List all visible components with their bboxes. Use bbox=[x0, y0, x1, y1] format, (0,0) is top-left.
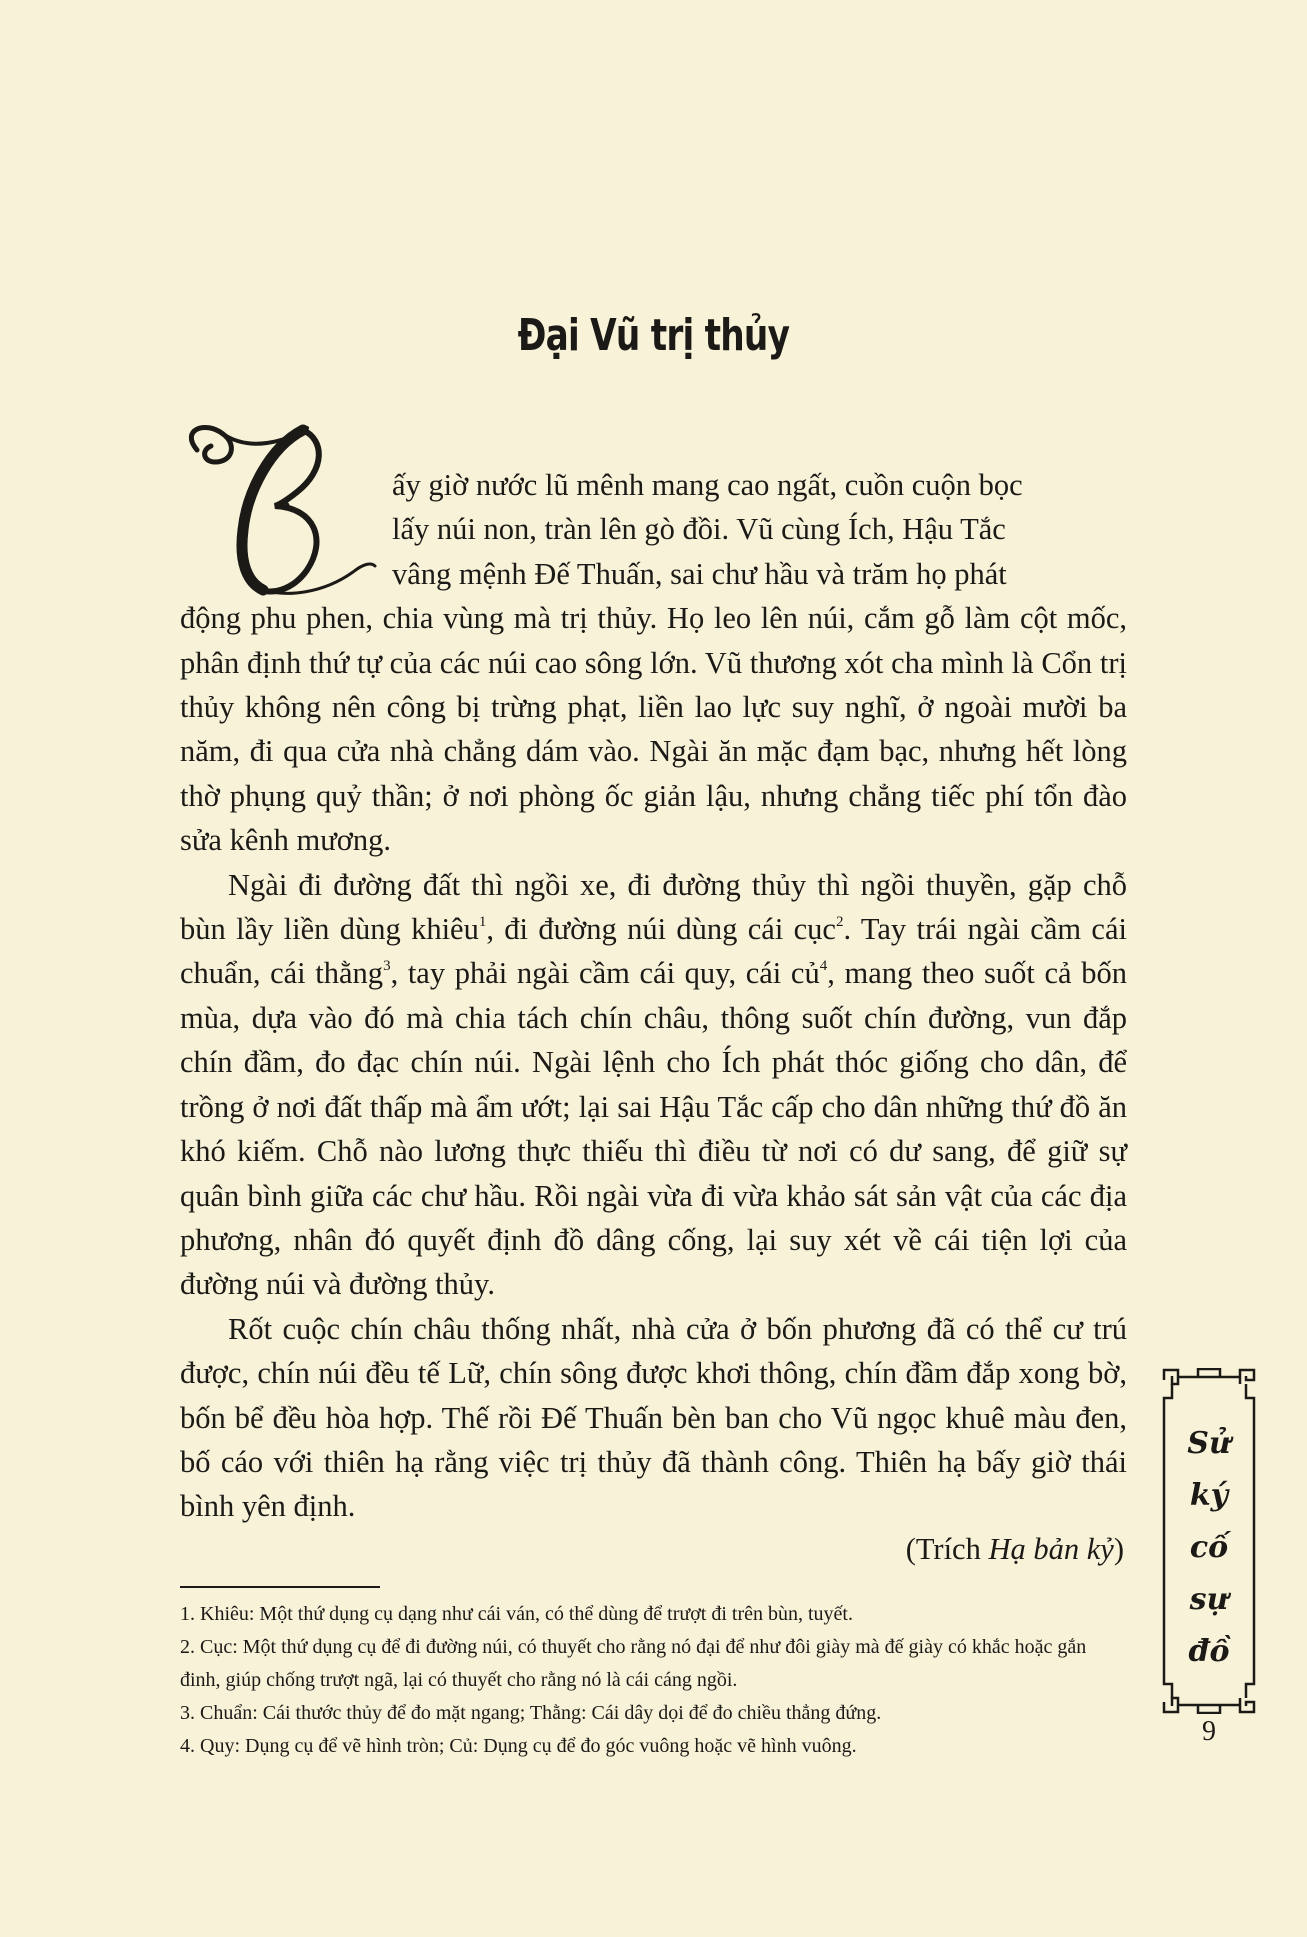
footnote-2: 2. Cục: Một thứ dụng cụ để đi đường núi, có thuyết cho rằng nó đại để như đôi giày mà đế giày có khắc hoặc gắn đinh, giúp chống trượt ngã, lại có thuyết cho rằng nó là cái cáng ngồi. bbox=[180, 1636, 1087, 1691]
paragraph-2-part-1: Ngài đi đường đất thì ngồi xe, đi đường thủy thì ngồi thuyền, gặp chỗ bùn lầy liền dùng khiêu bbox=[180, 867, 1127, 947]
book-series-label bbox=[1158, 1418, 1260, 1678]
footnote-4: 4. Quy: Dụng cụ để vẽ hình tròn; Củ: Dụng cụ để đo góc vuông hoặc vẽ hình vuông. bbox=[180, 1735, 857, 1757]
paragraph-1 bbox=[180, 463, 1127, 863]
paragraph-2-part-4: , tay phải ngài cầm cái quy, cái củ bbox=[390, 956, 820, 991]
paragraph-2-part-5: , mang theo suốt cả bốn mùa, dựa vào đó mà chia tách chín châu, thông suốt chín đường, vun đắp chín đầm, đo đạc chín núi. Ngài lệnh cho Ích phát thóc giống cho dân, để trồng ở nơi đất thấp mà ẩm ướt; lại sai Hậu Tắc cấp cho dân những thứ đồ ăn khó kiếm. Chỗ nào lương thực thiếu thì điều từ nơi có dư sang, để giữ sự quân bình giữa các chư hầu. Rồi ngài vừa đi vừa khảo sát sản vật của các địa phương, nhân đó quyết định đồ dâng cống, lại suy xét về cái tiện lợi của đường núi và đường thủy. bbox=[180, 956, 1127, 1302]
footnote-ref-3: 3 bbox=[383, 958, 391, 975]
series-word-3: cố bbox=[1189, 1530, 1229, 1565]
series-word-1: Sử bbox=[1187, 1426, 1231, 1461]
chapter-title: Đại Vũ trị thủy bbox=[517, 310, 790, 361]
footnote-ref-4: 4 bbox=[819, 958, 828, 975]
paragraph-1-line-3: vâng mệnh Đế Thuấn, sai chư hầu và trăm họ phát bbox=[392, 556, 1007, 591]
citation bbox=[906, 1532, 1124, 1567]
footnote-ref-2: 2 bbox=[835, 913, 844, 930]
paragraph-1-line-1: ấy giờ nước lũ mênh mang cao ngất, cuồn cuộn bọc bbox=[392, 468, 1023, 502]
paragraph-1-line-2: lấy núi non, tràn lên gò đồi. Vũ cùng Ích, Hậu Tắc bbox=[392, 512, 1006, 547]
main-text bbox=[180, 463, 1127, 1529]
citation-work: Hạ bản kỷ bbox=[988, 1532, 1114, 1566]
paragraph-1-rest: động phu phen, chia vùng mà trị thủy. Họ leo lên núi, cắm gỗ làm cột mốc, phân định thứ tự của các núi cao sông lớn. Vũ thương xót cha mình là Cổn trị thủy không nên công bị trừng phạt, liền lao lực suy nghĩ, ở ngoài mười ba năm, đi qua cửa nhà chẳng dám vào. Ngài ăn mặc đạm bạc, nhưng hết lòng thờ phụng quỷ thần; ở nơi phòng ốc giản lậu, nhưng chẳng tiếc phí tổn đào sửa kênh mương. bbox=[180, 601, 1127, 858]
page-number: 9 bbox=[1202, 1716, 1216, 1747]
footnote-3: 3. Chuẩn: Cái thước thủy để đo mặt ngang; Thằng: Cái dây dọi để đo chiều thẳng đứng. bbox=[180, 1702, 882, 1724]
footnotes bbox=[180, 1598, 1130, 1763]
paragraph-3: Rốt cuộc chín châu thống nhất, nhà cửa ở bốn phương đã có thể cư trú được, chín núi đều tế Lữ, chín sông được khơi thông, chín đầm đắp xong bờ, bốn bể đều hòa hợp. Thế rồi Đế Thuấn bèn ban cho Vũ ngọc khuê màu đen, bố cáo với thiên hạ rằng việc trị thủy đã thành công. Thiên hạ bấy giờ thái bình yên định. bbox=[180, 1311, 1127, 1524]
footnote-1: 1. Khiêu: Một thứ dụng cụ dạng như cái ván, có thể dùng để trượt đi trên bùn, tuyết. bbox=[180, 1603, 853, 1625]
citation-prefix: (Trích bbox=[905, 1532, 989, 1566]
series-word-2: ký bbox=[1189, 1478, 1229, 1513]
citation-suffix: ) bbox=[1113, 1532, 1124, 1566]
paragraph-2-part-2: , đi đường núi dùng cái cục bbox=[486, 912, 836, 947]
series-word-4: sự bbox=[1189, 1582, 1229, 1617]
paragraph-2-part-3: . Tay trái ngài cầm cái chuẩn, cái thằng bbox=[180, 912, 1127, 991]
footnote-ref-1: 1 bbox=[478, 913, 487, 930]
footnote-divider bbox=[180, 1586, 380, 1588]
paragraph-2 bbox=[180, 863, 1127, 1307]
series-word-5: đồ bbox=[1188, 1634, 1230, 1669]
